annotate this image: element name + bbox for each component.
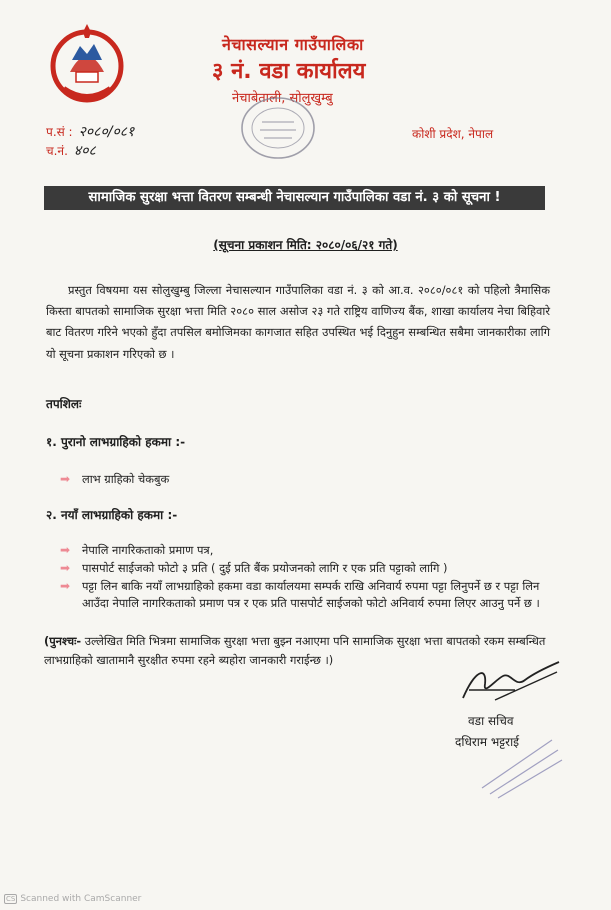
- notice-body-text: प्रस्तुत विषयमा यस सोलुखुम्बु जिल्ला नेचासल्यान गाउँपालिका वडा नं. ३ को आ.व. २०८०/०८१ को पहिलो त्रैमासिक किस्ता बापतको सामाजिक सुरक्षा भत्ता मिति २०८० साल असोज २३ गते राष्ट्रिय वाणिज्य बैंक, शाखा कार्यालय नेचा बिहिवारे बाट वितरण गरिने भएको हुँदा तपसिल बमोजिमका कागजात सहित उपस्थित भई दिनुहुन सम्बन्धित सबैमा जानकारीका लागि यो सूचना प्रकाशन गरिएको छ ।: [46, 283, 550, 361]
- ward-office-stamp-icon: [236, 92, 320, 164]
- notice-title: सामाजिक सुरक्षा भत्ता वितरण सम्बन्धी नेचासल्यान गाउँपालिका वडा नं. ३ को सूचना !: [44, 186, 545, 210]
- notice-publish-date: (सूचना प्रकाशन मिति: २०८०/०६/२१ गते): [213, 238, 398, 252]
- dispatch-number-row: [46, 141, 96, 160]
- new-beneficiary-heading: २. नयाँ लाभग्राहिको हकमा :-: [46, 508, 178, 522]
- camscanner-logo: CS: [6, 895, 16, 903]
- arrow-bullet-icon: ➡: [60, 543, 71, 557]
- list-item: ➡ पासपोर्ट साईजको फोटो ३ प्रति ( दुई प्रति बैंक प्रयोजनको लागि र एक प्रति पट्टाको लागि ): [60, 561, 448, 575]
- signature-stamp-icon: [472, 728, 564, 800]
- list-item: ➡ लाभ ग्राहिको चेकबुक: [60, 472, 170, 486]
- handwritten-signature: [455, 660, 565, 706]
- office-address: नेचाबेताली, सोलुखुम्बु: [232, 91, 333, 106]
- fiscal-year-label: प.सं :: [46, 125, 73, 139]
- scanner-text: Scanned with CamScanner: [20, 894, 142, 904]
- dispatch-number-label: च.नं.: [46, 144, 68, 158]
- province-line: कोशी प्रदेश, नेपाल: [412, 127, 494, 141]
- nepal-emblem-icon: [46, 22, 128, 104]
- old-beneficiary-heading: १. पुरानो लाभग्राहिको हकमा :-: [46, 435, 186, 449]
- scanner-watermark: [4, 894, 141, 904]
- notice-body: [46, 280, 550, 365]
- arrow-bullet-icon: ➡: [60, 561, 71, 575]
- fiscal-year-value: २०८०/०८१: [78, 124, 135, 140]
- ward-office-title: ३ नं. वडा कार्यालय: [212, 59, 366, 84]
- signatory-name: दधिराम भट्टराई: [455, 735, 520, 749]
- list-item: ➡ पट्टा लिन बाकि नयाँ लाभग्राहिको हकमा वडा कार्यालयमा सम्पर्क राखि अनिवार्य रुपमा पट्टा लिनुपर्ने छ र पट्टा लिन आउँदा नेपालि नागरिकताको प्रमाण पत्र र एक प्रति पासपोर्ट साईजको फोटो अनिवार्य रुपमा लिएर आउनु पर्ने छ ।: [60, 579, 540, 610]
- office-name: नेचासल्यान गाउँपालिका: [222, 35, 364, 54]
- dispatch-number-value: ४०८: [73, 143, 96, 159]
- list-item: ➡ नेपालि नागरिकताको प्रमाण पत्र,: [60, 543, 214, 557]
- fiscal-year-row: [46, 122, 134, 141]
- signatory-title: वडा सचिव: [468, 714, 514, 728]
- postscript-label: (पुनश्चः-: [44, 634, 82, 648]
- arrow-bullet-icon: ➡: [60, 579, 71, 593]
- arrow-bullet-icon: ➡: [60, 472, 71, 486]
- postscript-text: उल्लेखित मिति भित्रमा सामाजिक सुरक्षा भत्ता बुझ्न नआएमा पनि सामाजिक सुरक्षा भत्ता बापतको रकम सम्बन्धित लाभग्राहिको खातामानै सुरक्षीत रुपमा रहने ब्यहोरा जानकारी गराईन्छ ।): [44, 634, 546, 667]
- tapasil-heading: तपशिलः: [46, 397, 82, 411]
